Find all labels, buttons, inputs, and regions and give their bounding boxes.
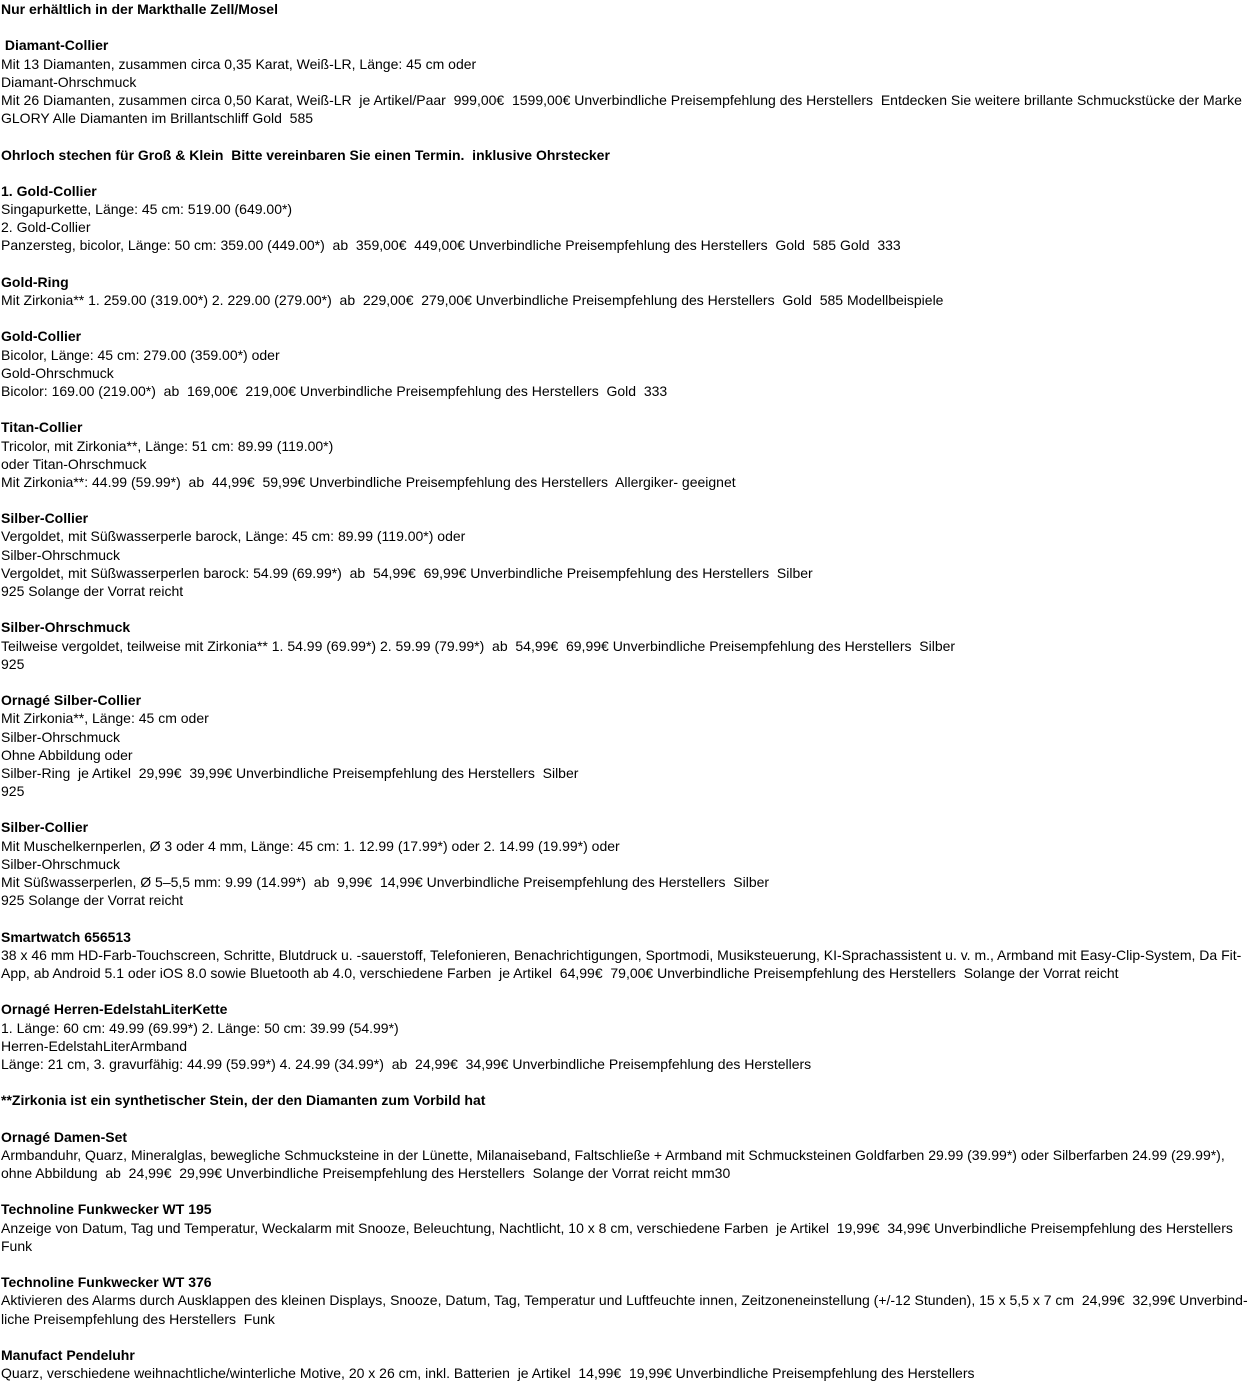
- blank-line: [1, 800, 1250, 818]
- text-line: Quarz, verschiedene weihnachtliche/winterliche Motive, 20 x 26 cm, inkl. Batterien je Artikel 14,99€ 19,99€ Unverbindliche Preisempfehlung des Herstellers: [1, 1365, 975, 1382]
- section-heading: Smartwatch 656513: [1, 928, 131, 945]
- blank-line: [1, 309, 1250, 327]
- text-line: App, ab Android 5.1 oder iOS 8.0 sowie Bluetooth ab 4.0, verschiedene Farben je Artikel 64,99€ 79,00€ Unverbindliche Preisempfehlung des Herstellers Solange der Vorrat reicht: [1, 964, 1119, 981]
- text-line: Teilweise vergoldet, teilweise mit Zirkonia** 1. 54.99 (69.99*) 2. 59.99 (79.99*) ab 54,99€ 69,99€ Unverbindliche Preisempfehlung des Herstellers Silber: [1, 637, 956, 654]
- text-line: GLORY Alle Diamanten im Brillantschliff Gold 585: [1, 110, 314, 127]
- text-line: oder Titan-Ohrschmuck: [1, 455, 147, 472]
- text-line: Bicolor, Länge: 45 cm: 279.00 (359.00*) oder: [1, 346, 280, 363]
- section-heading: 1. Gold-Collier: [1, 182, 97, 199]
- text-line: Gold-Ohrschmuck: [1, 364, 114, 381]
- section-heading: Gold-Collier: [1, 328, 82, 345]
- section-heading: Technoline Funkwecker WT 376: [1, 1274, 212, 1291]
- text-line: Silber-Ohrschmuck: [1, 855, 121, 872]
- text-line: Mit Zirkonia**, Länge: 45 cm oder: [1, 710, 209, 727]
- text-line: 925: [1, 783, 25, 800]
- section-heading: Silber-Collier: [1, 510, 89, 527]
- blank-line: [1, 1073, 1250, 1091]
- section-heading: Ornagé Herren-EdelstahLiterKette: [1, 1001, 228, 1018]
- text-line: Tricolor, mit Zirkonia**, Länge: 51 cm: 89.99 (119.00*): [1, 437, 334, 454]
- text-line: Bicolor: 169.00 (219.00*) ab 169,00€ 219,00€ Unverbindliche Preisempfehlung des Herstellers Gold 333: [1, 382, 668, 399]
- blank-line: [1, 491, 1250, 509]
- text-line: Mit 13 Diamanten, zusammen circa 0,35 Karat, Weiß-LR, Länge: 45 cm oder: [1, 55, 477, 72]
- blank-line: [1, 1255, 1250, 1273]
- text-line: Funk: [1, 1237, 33, 1254]
- text-line: ohne Abbildung ab 24,99€ 29,99€ Unverbindliche Preisempfehlung des Herstellers Solange der Vorrat reicht mm30: [1, 1165, 731, 1181]
- section-heading: Silber-Collier: [1, 819, 89, 836]
- blank-line: [1, 909, 1250, 927]
- text-line: 38 x 46 mm HD-Farb-Touchscreen, Schritte, Blutdruck u. -sauerstoff, Telefonieren, Benachrichtigungen, Sportmodi, Musiksteuerung, KI-Sprachassistent u. v. m., Armband mit Easy-Clip-System, Da Fit-: [1, 946, 1242, 963]
- text-line: Länge: 21 cm, 3. gravurfähig: 44.99 (59.99*) 4. 24.99 (34.99*) ab 24,99€ 34,99€ Unverbindliche Preisempfehlung des Herstellers: [1, 1055, 812, 1072]
- blank-line: [1, 673, 1250, 691]
- blank-line: [1, 127, 1250, 145]
- blank-line: [1, 400, 1250, 418]
- blank-line: [1, 18, 1250, 36]
- section-heading: Titan-Collier: [1, 419, 83, 436]
- text-line: Silber-Ohrschmuck: [1, 728, 121, 745]
- text-line: Vergoldet, mit Süßwasserperlen barock: 54.99 (69.99*) ab 54,99€ 69,99€ Unverbindliche Preisempfehlung des Herstellers Silber: [1, 564, 813, 581]
- text-line: 925: [1, 655, 25, 672]
- text-line: Panzersteg, bicolor, Länge: 50 cm: 359.00 (449.00*) ab 359,00€ 449,00€ Unverbindliche Preisempfehlung des Herstellers Gold 585 Gold 333: [1, 237, 901, 254]
- text-line: 925 Solange der Vorrat reicht: [1, 583, 184, 599]
- section-heading: Ornagé Damen-Set: [1, 1128, 128, 1145]
- text-line: 925 Solange der Vorrat reicht: [1, 892, 184, 909]
- section-heading: Manufact Pendeluhr: [1, 1346, 135, 1363]
- text-line: Anzeige von Datum, Tag und Temperatur, Weckalarm mit Snooze, Beleuchtung, Nachtlicht, 10 x 8 cm, verschiedene Farben je Artikel 19,99€ 34,99€ Unverbindliche Preisempfehlung des Herstellers: [1, 1219, 1233, 1236]
- section-heading: Gold-Ring: [1, 273, 69, 290]
- blank-line: [1, 600, 1250, 618]
- text-line: Diamant-Ohrschmuck: [1, 73, 137, 90]
- text-line: 2. Gold-Collier: [1, 219, 91, 236]
- blank-line: [1, 255, 1250, 273]
- section-heading: Nur erhältlich in der Markthalle Zell/Mosel: [1, 1, 278, 17]
- text-line: Aktivieren des Alarms durch Ausklappen des kleinen Displays, Snooze, Datum, Tag, Temperatur und Luftfeuchte innen, Zeitzoneneinstellung (+/-12 Stunden), 15 x 5,5 x 7 cm 24,99€ 32,99€ Unverbind-: [1, 1292, 1248, 1309]
- section-heading: Technoline Funkwecker WT 195: [1, 1201, 212, 1218]
- section-heading: Ornagé Silber-Collier: [1, 692, 142, 709]
- text-line: Mit Zirkonia**: 44.99 (59.99*) ab 44,99€ 59,99€ Unverbindliche Preisempfehlung des Herstellers Allergiker- geeignet: [1, 473, 736, 490]
- text-line: liche Preisempfehlung des Herstellers Funk: [1, 1310, 275, 1327]
- section-heading: Ohrloch stechen für Groß & Klein Bitte vereinbaren Sie einen Termin. inklusive Ohrstecker: [1, 146, 610, 163]
- blank-line: [1, 1328, 1250, 1346]
- blank-line: [1, 982, 1250, 1000]
- text-line: Singapurkette, Länge: 45 cm: 519.00 (649.00*): [1, 201, 293, 218]
- text-line: Silber-Ohrschmuck: [1, 546, 121, 563]
- blank-line: [1, 1182, 1250, 1200]
- text-line: Mit Muschelkernperlen, Ø 3 oder 4 mm, Länge: 45 cm: 1. 12.99 (17.99*) oder 2. 14.99 (19.99*) oder: [1, 837, 620, 854]
- text-line: Mit Süßwasserperlen, Ø 5–5,5 mm: 9.99 (14.99*) ab 9,99€ 14,99€ Unverbindliche Preisempfehlung des Herstellers Silber: [1, 874, 770, 890]
- blank-line: [1, 164, 1250, 182]
- blank-line: [1, 1109, 1250, 1127]
- text-line: 1. Länge: 60 cm: 49.99 (69.99*) 2. Länge: 50 cm: 39.99 (54.99*): [1, 1019, 399, 1036]
- text-line: Herren-EdelstahLiterArmband: [1, 1037, 187, 1054]
- text-line: Vergoldet, mit Süßwasserperle barock, Länge: 45 cm: 89.99 (119.00*) oder: [1, 528, 466, 545]
- section-heading: Silber-Ohrschmuck: [1, 619, 131, 636]
- section-heading: **Zirkonia ist ein synthetischer Stein, der den Diamanten zum Vorbild hat: [1, 1092, 486, 1109]
- text-line: Mit 26 Diamanten, zusammen circa 0,50 Karat, Weiß-LR je Artikel/Paar 999,00€ 1599,00€ Unverbindliche Preisempfehlung des Herstellers Entdecken Sie weitere brillante Schmuckstücke der Marke: [1, 91, 1242, 108]
- text-line: Ohne Abbildung oder: [1, 746, 133, 763]
- section-heading: Diamant-Collier: [1, 37, 109, 54]
- text-line: Armbanduhr, Quarz, Mineralglas, bewegliche Schmucksteine in der Lünette, Milanaiseband, Faltschließe + Armband mit Schmucksteinen Goldfarben 29.99 (39.99*) oder Silberfarben 24.99 (29.99*),: [1, 1146, 1225, 1163]
- text-line: Silber-Ring je Artikel 29,99€ 39,99€ Unverbindliche Preisempfehlung des Herstellers Silber: [1, 764, 579, 781]
- text-line: Mit Zirkonia** 1. 259.00 (319.00*) 2. 229.00 (279.00*) ab 229,00€ 279,00€ Unverbindliche Preisempfehlung des Herstellers Gold 585 Modellbeispiele: [1, 292, 944, 308]
